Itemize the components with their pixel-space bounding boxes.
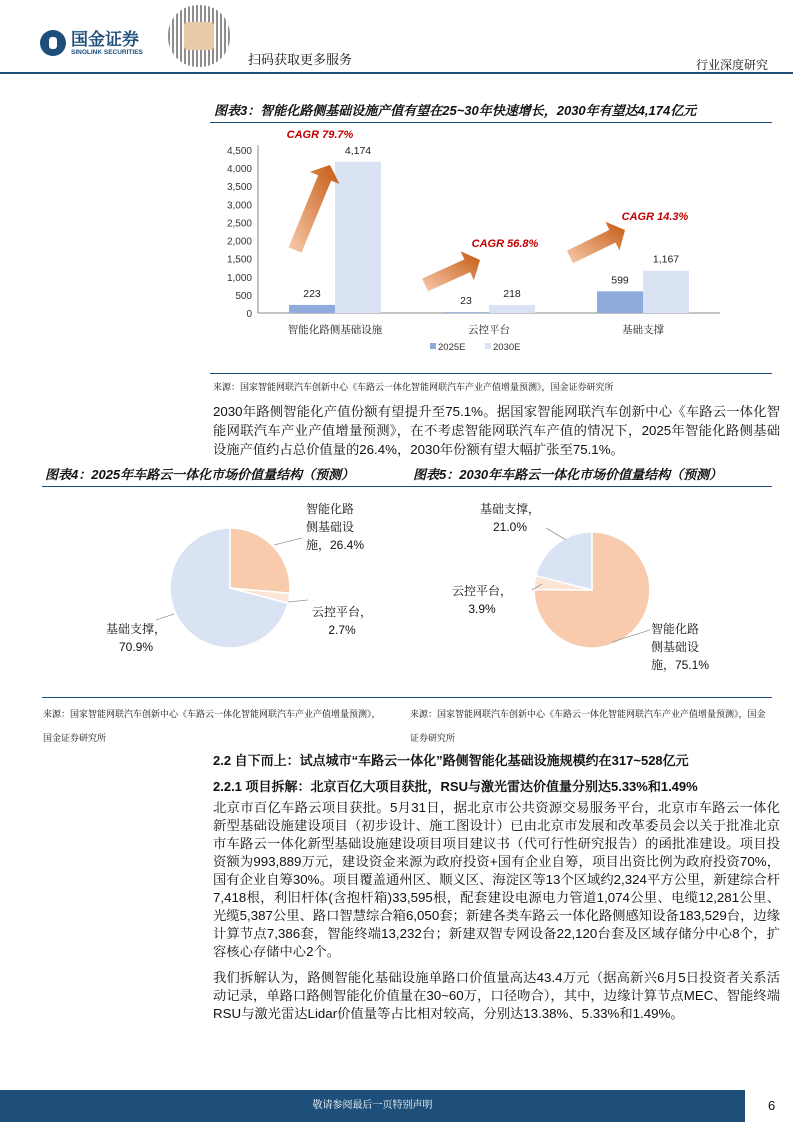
logo-cn: 国金证券 (71, 29, 139, 49)
bar-2030E (335, 162, 381, 313)
figure3-underline (210, 122, 772, 123)
section-2-2-1-heading: 2.2.1 项目拆解：北京百亿大项目获批，RSU与激光雷达价值量分别达5.33%和1.49% (213, 779, 698, 794)
bar-value-label: 599 (611, 274, 629, 287)
body-text-flow (213, 799, 780, 1023)
figure45-underline (42, 486, 772, 487)
leader-line (274, 538, 302, 545)
bar-value-label: 23 (460, 295, 472, 308)
figure3-source: 来源：国家智能网联汽车创新中心《车路云一体化智能网联汽车产业产值增量预测》，国金证券研究所 (213, 383, 614, 393)
figure3-bottom-line (210, 373, 772, 374)
pie-chart-2025 (150, 508, 310, 668)
figure4-title: 图表4：2025年车路云一体化市场价值量结构（预测） (45, 467, 355, 482)
y-tick-label: 4,500 (226, 146, 252, 157)
page-number: 6 (768, 1098, 776, 1113)
y-tick-label: 500 (235, 290, 252, 302)
pie4-label-cloud: 云控平台， 2.7% (312, 605, 373, 637)
bar-value-label: 223 (303, 287, 321, 300)
logo-icon (40, 30, 66, 56)
figure4-source: 来源：国家智能网联汽车创新中心《车路云一体化智能网联汽车产业产值增量预测》，国金证券研究所 (43, 710, 381, 744)
leader-line (288, 600, 308, 602)
y-tick-label: 0 (246, 309, 252, 320)
leader-line (546, 528, 566, 540)
pie5-label-cloud: 云控平台， 3.9% (452, 584, 513, 616)
figure5-title: 图表5：2030年车路云一体化市场价值量结构（预测） (413, 467, 723, 482)
paragraph-beijing-project: 北京市百亿车路云项目获批。5月31日，据北京市公共资源交易服务平台，北京市车路云一体化新型基础设施建设项目（初步设计、施工图设计）已由北京市发展和改革委员会以关于批准北京市车路云一体化新型基础设施建设项目项目建议书（代可行性研究报告）的函批准建设。项目投资额为993,889万元，建设资金来源为政府投资+国有企业自筹，项目出资比例为政府投资70%，国有企业自筹30%。项目覆盖通州区、顺义区、海淀区等13个区域约2,324平方公里，新建综合杆7,418根，利旧杆体(含抱杆箱)33,595根，配套建设电源电力管道1,074公里、电缆12,281公里、光缆5,387公里、路口智慧综合箱6,050套；新建各类车路云一体化路侧感知设备183,529台，边缘计算节点7,386套，智能终端13,232台；新建双智专网设备22,120台套及区域存储分中心8个，扩容核心存储中心2个。 (213, 800, 780, 959)
y-tick-label: 3,500 (226, 182, 252, 194)
x-category-label: 基础支撑 (622, 324, 664, 336)
y-tick-label: 4,000 (226, 164, 252, 176)
y-tick-label: 2,500 (226, 218, 252, 230)
x-category-label: 智能化路侧基础设施 (287, 324, 383, 336)
legend-label: 2025E (438, 342, 466, 353)
y-tick-label: 1,000 (226, 272, 252, 284)
report-type: 行业深度研究 (696, 58, 769, 72)
figure5-source: 来源：国家智能网联汽车创新中心《车路云一体化智能网联汽车产业产值增量预测》，国金证券研究所 (410, 710, 766, 744)
pie5-label-base: 基础支撑， 21.0% (480, 502, 541, 534)
bar-2025E (443, 312, 489, 313)
qr-center-logo (184, 22, 214, 50)
cagr-annotation: CAGR 14.3% (621, 211, 689, 223)
bar-chart (200, 125, 780, 365)
pie4-label-base: 基础支撑， 70.9% (106, 622, 167, 654)
bar-value-label: 4,174 (344, 144, 372, 157)
legend-swatch (430, 343, 436, 349)
y-tick-label: 2,000 (226, 236, 252, 248)
growth-arrow-icon (567, 222, 625, 263)
qr-caption: 扫码获取更多服务 (248, 52, 353, 67)
x-category-label: 云控平台 (468, 324, 510, 336)
company-logo (40, 30, 143, 56)
bar-2030E (643, 271, 689, 313)
y-tick-label: 1,500 (226, 254, 252, 266)
pie4-label-roadside: 智能化路 侧基础设 施，26.4% (306, 502, 365, 552)
bar-2025E (289, 305, 335, 313)
y-tick-label: 3,000 (226, 200, 252, 212)
bar-value-label: 1,167 (652, 253, 680, 266)
legend-label: 2030E (493, 342, 521, 353)
section-2-2-heading: 2.2 自下而上：试点城市“车路云一体化”路侧智能化基础设施规模约在317~528亿元 (213, 753, 689, 768)
cagr-annotation: CAGR 79.7% (286, 129, 354, 141)
growth-arrow-icon (422, 251, 480, 291)
pie-slice-智能化路侧基础设施 (230, 528, 290, 593)
legend-swatch (485, 343, 491, 349)
growth-arrow-icon (289, 165, 340, 253)
header-divider (0, 72, 793, 74)
footer-disclaimer: 敬请参阅最后一页特别声明 (0, 1090, 745, 1122)
paragraph-value-breakdown: 我们拆解认为，路侧智能化基础设施单路口价值量高达43.4万元（据高新兴6月5日投资者关系活动记录，单路口路侧智能化价值量在30~60万，口径吻合），其中，边缘计算节点MEC、智能终端RSU与激光雷达Lidar价值量等占比相对较高，分别达13.38%、5.33%和1.49%。 (213, 970, 780, 1021)
paragraph-share: 2030年路侧智能化产值份额有望提升至75.1%。据国家智能网联汽车创新中心《车路云一体化智能网联汽车产业产值增量预测》，在不考虑智能网联汽车产值的情况下，2025年智能化路侧基础设施产值约占总价值量的26.4%，2030年份额有望大幅扩张至75.1%。 (213, 404, 780, 457)
pie5-label-roadside: 智能化路 侧基础设 施，75.1% (651, 622, 710, 672)
cagr-annotation: CAGR 56.8% (471, 238, 539, 250)
figure45-bottom-line (42, 697, 772, 698)
logo-en: SINOLINK SECURITIES (71, 48, 143, 56)
figure3-title: 图表3：智能化路侧基础设施产值有望在25~30年快速增长，2030年有望达4,174亿元 (214, 103, 697, 118)
bar-value-label: 218 (503, 288, 521, 301)
bar-2030E (489, 305, 535, 313)
bar-2025E (597, 291, 643, 313)
